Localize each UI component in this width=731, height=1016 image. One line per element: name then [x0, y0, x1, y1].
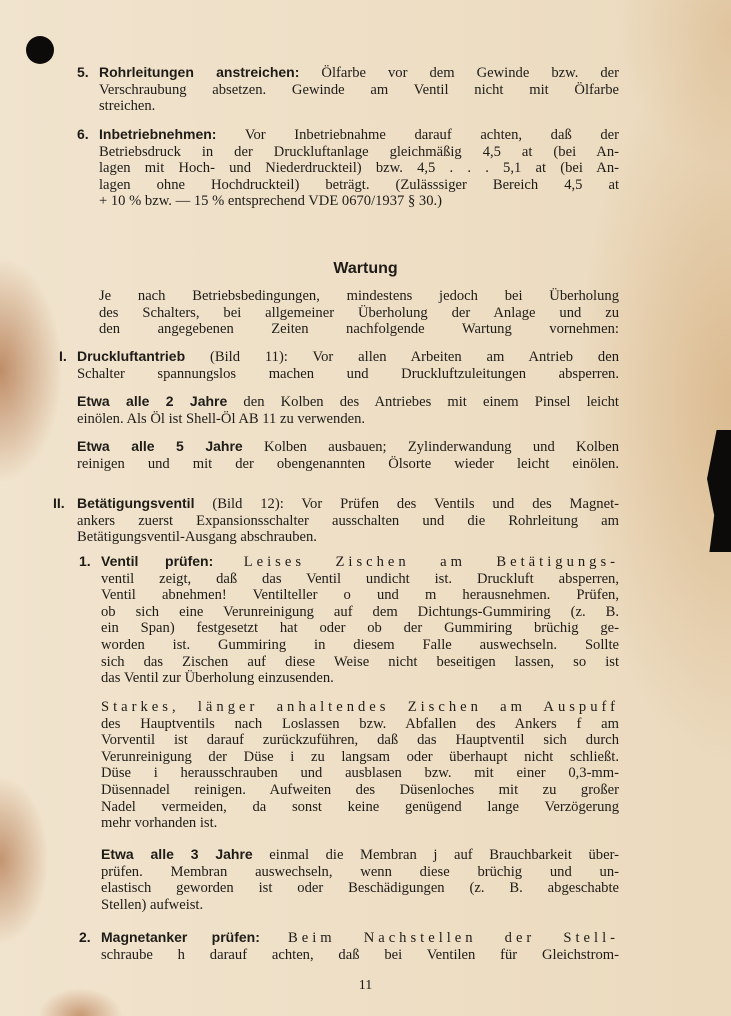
intro-line: des Schalters, bei allgemeiner Überholung der Anlage und zu [99, 304, 619, 321]
punch-hole [26, 36, 54, 64]
sub-1-line: Ventil abnehmen! Ventilteller o und m herausnehmen. Prüfen, [101, 587, 619, 604]
sub-1-line: ob sich eine Verunreinigung auf dem Dichtungs-Gummiring (z. B. [101, 603, 619, 620]
section-heading: Wartung [333, 260, 398, 277]
section-ii-title: Betätigungsventil [77, 495, 195, 511]
item-5-title: Rohrleitungen anstreichen: [99, 64, 300, 80]
section-i-title: Druckluftantrieb [77, 348, 186, 364]
interval-5-years: Etwa alle 5 Jahre [77, 438, 243, 454]
item-6-title: Inbetriebnehmen: [99, 126, 217, 142]
sub-1-number: 1. [79, 553, 91, 569]
section-i-line: (Bild 11): Vor allen Arbeiten am Antrieb den [185, 349, 619, 365]
section-i [77, 348, 619, 382]
section-i-paragraph-2 [77, 393, 619, 427]
intro-paragraph [99, 288, 619, 338]
item-5-line: streichen. [99, 98, 156, 115]
sub-1-title: Ventil prüfen: [101, 553, 214, 569]
sub-1-line: ein Span) festgesetzt hat oder ob der Gummiring brüchig ge- [101, 620, 619, 637]
interval-3-years: Etwa alle 3 Jahre [101, 846, 253, 862]
paragraph-line: Starkes, länger anhaltendes Zischen am Auspuff [101, 699, 619, 715]
sub-1-line: sich das Zischen auf diese Weise nicht beseitigen lassen, so ist [101, 653, 619, 670]
section-i-line: Schalter spannungslos machen und Druckluftzuleitungen absperren. [77, 365, 619, 382]
sub-2-line: schraube h darauf achten, daß bei Ventilen für Gleichstrom- [101, 946, 619, 963]
paragraph-line: den Kolben des Antriebes mit einem Pinsel leicht [227, 394, 619, 410]
section-i-paragraph-3 [77, 438, 619, 472]
item-5-number: 5. [77, 64, 89, 80]
interval-2-years: Etwa alle 2 Jahre [77, 393, 228, 409]
section-ii [77, 495, 619, 546]
sub-2-title: Magnetanker prüfen: [101, 929, 260, 945]
sub-2 [101, 929, 619, 963]
item-5-line: Verschraubung absetzen. Gewinde am Ventil nicht mit Ölfarbe [99, 81, 619, 98]
item-5-line: Ölfarbe vor dem Gewinde bzw. der [299, 65, 619, 81]
section-ii-line: ankers zuerst Expansionsschalter ausschalten und die Rohrleitung am [77, 512, 619, 529]
item-6-line: lagen ohne Hochdruckteil) beträgt. (Zulässsiger Bereich 4,5 at [99, 176, 619, 193]
paragraph-line: Kolben ausbauen; Zylinderwandung und Kolben [242, 439, 619, 455]
section-ii-line: Betätigungsventil-Ausgang abschrauben. [77, 529, 317, 546]
sub-1-line: worden ist. Gummiring in diesem Falle auswechseln. Sollte [101, 636, 619, 653]
item-6-line: lagen mit Hoch- und Niederdruckteil) bzw. 4,5 . . . 5,1 at (bei An- [99, 160, 619, 177]
section-i-number: I. [59, 348, 67, 364]
paragraph-line: Düsennadel reinigen. Aufweiten des Düsenloches mit zu großer [101, 781, 619, 798]
sub-1-line: Leises Zischen am Betätigungs- [213, 554, 619, 570]
sub-1-line: ventil zeigt, daß das Ventil undicht ist. Druckluft absperren, [101, 570, 619, 587]
item-6-line: Betriebsdruck in der Druckluftanlage gleichmäßig 4,5 at (bei An- [99, 143, 619, 160]
paragraph-line: prüfen. Membran auswechseln, wenn diese brüchig und un- [101, 863, 619, 880]
paragraph-line: elastisch geworden ist oder Beschädigungen (z. B. abgeschabte [101, 880, 619, 897]
section-ii-number: II. [53, 495, 65, 511]
paragraph-line: mehr vorhanden ist. [101, 815, 218, 832]
sub-1 [101, 553, 619, 687]
paragraph-line: Düse i herausschrauben und ausblasen bzw. mit einer 0,3-mm- [101, 765, 619, 782]
intro-line: den angegebenen Zeiten nachfolgende Wartung vornehmen: [99, 321, 619, 338]
paragraph-line: des Hauptventils nach Loslassen bzw. Abfallen des Ankers f am [101, 715, 619, 732]
page-number: 11 [358, 978, 373, 993]
intro-line: Je nach Betriebsbedingungen, mindestens jedoch bei Überholung [99, 288, 619, 304]
item-6-line: Vor Inbetriebnahme darauf achten, daß der [216, 127, 619, 143]
section-ii-line: (Bild 12): Vor Prüfen des Ventils und des Magnet- [194, 496, 619, 512]
paragraph-line: Nadel vermeiden, da sonst keine genügend lange Verzögerung [101, 798, 619, 815]
paragraph-line: Vorventil ist darauf zurückzuführen, daß das Hauptventil sich durch [101, 732, 619, 749]
paragraph-line: einölen. Als Öl ist Shell-Öl AB 11 zu verwenden. [77, 410, 366, 427]
item-6-number: 6. [77, 126, 89, 142]
item-5 [99, 64, 619, 115]
sub-2-number: 2. [79, 929, 91, 945]
sub-1-line: das Ventil zur Überholung einzusenden. [101, 670, 334, 687]
paragraph-line: einmal die Membran j auf Brauchbarkeit über- [252, 847, 619, 863]
paragraph-line: Stellen) aufweist. [101, 896, 204, 913]
item-6-line: + 10 % bzw. — 15 % entsprechend VDE 0670/1937 § 30.) [99, 193, 443, 210]
sub-2-line: Beim Nachstellen der Stell- [259, 930, 619, 946]
paragraph-line: Verunreinigung der Düse i zu langsam oder überhaupt nicht schließt. [101, 748, 619, 765]
paragraph-line: reinigen und mit der obengenannten Ölsorte wieder leicht einölen. [77, 455, 619, 472]
item-6 [99, 126, 619, 210]
torn-edge [707, 430, 731, 552]
sub-1-paragraph-3 [101, 846, 619, 913]
sub-1-paragraph-2 [101, 699, 619, 832]
